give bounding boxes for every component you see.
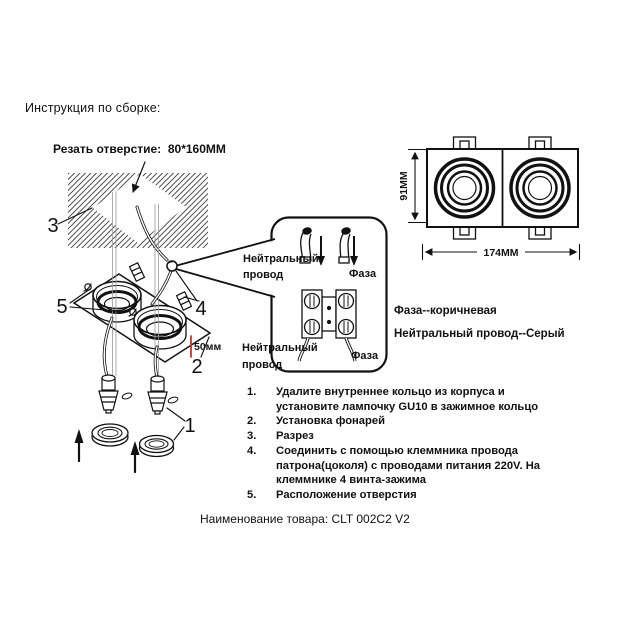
label-line: провод [243, 268, 284, 281]
trim-ring-right [140, 436, 174, 457]
gu10-socket-left [99, 375, 133, 413]
width-dimension-label: 174MM [483, 247, 519, 259]
trim-ring-left [92, 424, 128, 446]
spring-clip-coil-left [84, 284, 91, 291]
page-title: Инструкция по сборке: [25, 101, 161, 115]
legend-neutral-line: Нейтральный провод--Серый [394, 327, 565, 340]
callout-3-label: 3 [47, 215, 59, 237]
step-text: Соединить с помощью клеммника провода патрона(цоколя) с проводами питания 220V. На клеммнике 4 винта-зажима [276, 444, 540, 487]
step-item-1 [247, 385, 567, 414]
step-text: Удалите внутреннее кольцо из корпуса и установите лампочку GU10 в зажимное кольцо [276, 386, 539, 413]
callout-4-label: 4 [195, 298, 207, 320]
depth-label: 50мм [194, 341, 222, 353]
height-dimension-label: 91MM [398, 171, 410, 201]
step-text: Разрез [276, 430, 314, 443]
up-arrow-icon-left [75, 429, 84, 461]
callout-1-label: 1 [184, 415, 196, 437]
up-arrow-icon-right [131, 441, 140, 472]
exploded-view-diagram [47, 162, 221, 472]
wire-color-legend [394, 300, 565, 345]
product-name: Наименование товара: CLT 002C2 V2 [200, 512, 410, 526]
spring-clip-ladder-right [177, 292, 192, 310]
step-number: 3. [247, 430, 257, 443]
callout-2-label: 2 [191, 356, 203, 378]
step-item-3 [247, 429, 567, 444]
label-line: Нейтральный [243, 253, 319, 265]
fixture-top-view [398, 137, 580, 260]
step-number: 2. [247, 415, 257, 428]
label-phase-bottom: Фаза [351, 350, 379, 362]
label-phase-top: Фаза [349, 268, 377, 280]
callout-5-label: 5 [56, 296, 68, 318]
label-neutral-wire-bottom [242, 340, 318, 373]
terminal-block [302, 290, 356, 338]
screw-icon [167, 396, 178, 404]
wire-connector [167, 261, 177, 271]
step-text: Расположение отверстия [276, 488, 417, 501]
step-number: 1. [247, 386, 257, 398]
assembly-steps-list [247, 385, 567, 503]
step-item-2 [247, 414, 567, 429]
step-item-5 [247, 488, 567, 503]
step-item-4 [247, 444, 567, 488]
step-text: Установка фонарей [276, 415, 385, 428]
screw-icon [121, 392, 132, 400]
label-line: Нейтральный [242, 342, 318, 354]
cut-size-note: Резать отверстие: 80*160MM [53, 142, 226, 156]
step-number: 5. [247, 488, 257, 501]
gu10-socket-right [148, 376, 179, 414]
height-dimension [408, 150, 426, 223]
legend-phase-line: Фаза--коричневая [394, 305, 497, 317]
label-line: провод [242, 358, 283, 371]
label-neutral-wire-top [243, 252, 319, 283]
spring-clip-ladder-left [130, 263, 145, 281]
step-number: 4. [247, 444, 257, 457]
